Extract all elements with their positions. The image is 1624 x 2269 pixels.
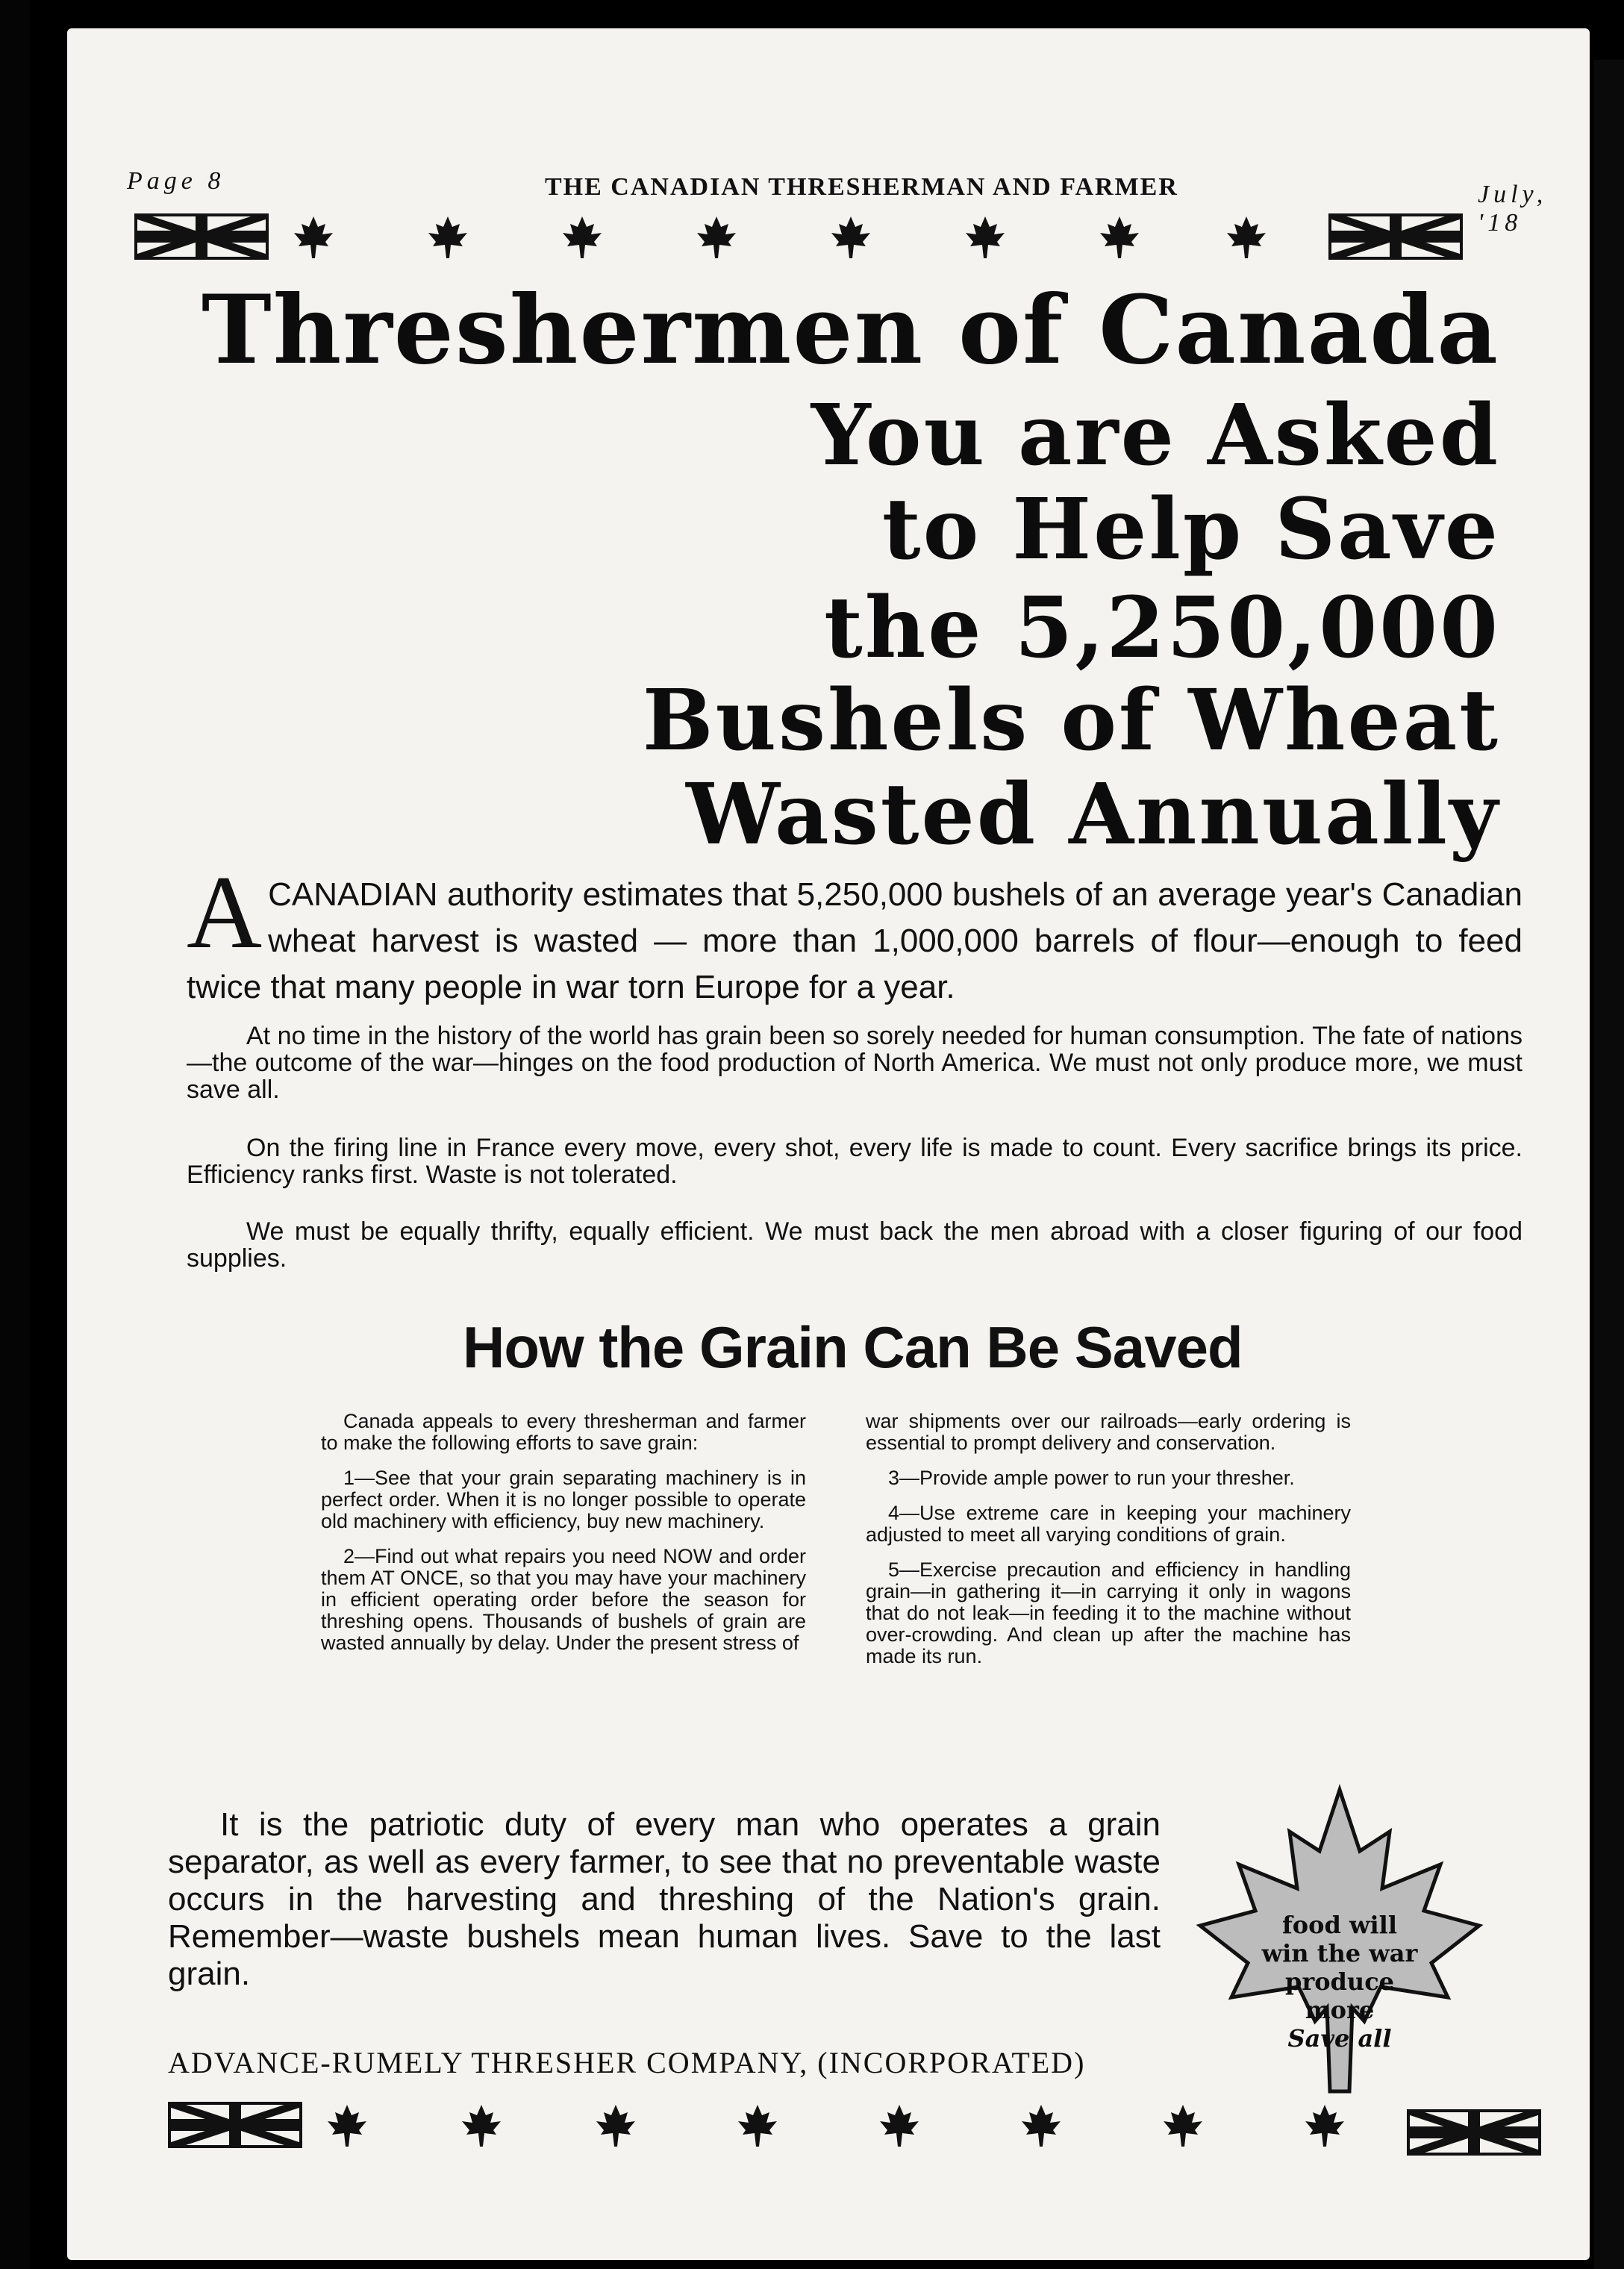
headline-main: Threshermen of Canada bbox=[202, 275, 1500, 385]
page-binding-shadow bbox=[0, 0, 30, 2269]
body-paragraph: On the firing line in France every move, every shot, every life is made to count. Every sacrifice brings its price. Efficiency ranks first. Waste is not tolerated. bbox=[187, 1134, 1522, 1189]
maple-leaf-icon bbox=[425, 215, 470, 260]
lead-text: CANADIAN authority estimates that 5,250,000 bushels of an average year's Canadian wheat harvest is wasted — more than 1,000,000 barrels of flour—enough to feed twice that many people in war torn Europe for a year. bbox=[187, 876, 1522, 1005]
body-paragraph: We must be equally thrifty, equally efficient. We must back the men abroad with a closer figuring of our food supplies. bbox=[187, 1217, 1522, 1273]
maple-leaf-icon bbox=[735, 2103, 780, 2148]
body-paragraph: At no time in the history of the world has grain been so sorely needed for human consumption. The fate of nations —the outcome of the war—hinges on the food production of North America. We must not only produce more, we must save all. bbox=[187, 1022, 1522, 1104]
food-will-win-the-war-badge bbox=[1194, 1784, 1485, 2097]
badge-line: produce more bbox=[1284, 1967, 1395, 2024]
page-number: Page 8 bbox=[127, 167, 225, 195]
headline-line: the 5,250,000 bbox=[824, 579, 1500, 677]
column-paragraph: 5—Exercise precaution and efficiency in handling grain—in gathering it—in carrying it only in wagons that do not leak—in feeding it to the machine without over-crowding. And clean up after the machine has made its run. bbox=[866, 1558, 1351, 1667]
maple-leaf-icon bbox=[560, 215, 605, 260]
column-paragraph: 4—Use extreme care in keeping your machinery adjusted to meet all varying conditions of grain. bbox=[866, 1502, 1351, 1546]
magazine-page bbox=[67, 28, 1590, 2260]
union-jack-flag-icon bbox=[1328, 213, 1463, 260]
adjacent-page-edge bbox=[1594, 60, 1624, 2269]
union-jack-flag-icon bbox=[134, 213, 269, 260]
column-paragraph: 3—Provide ample power to run your thresher. bbox=[888, 1467, 1295, 1489]
column-paragraph: 2—Find out what repairs you need NOW and order them AT ONCE, so that you may have your machinery in efficient operating order before the season for threshing opens. Thousands of bushels of grain are wasted annually by delay. Under the present stress of bbox=[321, 1545, 806, 1654]
company-signature: ADVANCE-RUMELY THRESHER COMPANY, (INCORPORATED) bbox=[168, 2046, 1086, 2079]
closing-paragraph: It is the patriotic duty of every man who operates a grain separator, as well as every farmer, to see that no preventable waste occurs in the harvesting and threshing of the Nation's grain. Remember—waste bushels mean human lives. Save to the last grain. bbox=[168, 1806, 1161, 1992]
maple-leaf-icon bbox=[1224, 215, 1269, 260]
issue-date: July, '18 bbox=[1478, 181, 1548, 237]
badge-line: Save all bbox=[1287, 2024, 1392, 2053]
maple-leaf-icon bbox=[459, 2103, 504, 2148]
maple-leaf-icon bbox=[877, 2103, 922, 2148]
maple-leaf-icon bbox=[291, 215, 336, 260]
column-paragraph: war shipments over our railroads—early ordering is essential to prompt delivery and conservation. bbox=[866, 1410, 1351, 1454]
maple-leaf-icon bbox=[1097, 215, 1142, 260]
drop-cap: A bbox=[187, 855, 263, 970]
headline-line: to Help Save bbox=[881, 481, 1500, 578]
headline-line: You are Asked bbox=[811, 387, 1500, 484]
lead-paragraph bbox=[187, 855, 1522, 1011]
badge-line: win the war bbox=[1261, 1939, 1418, 1967]
journal-title: THE CANADIAN THRESHERMAN AND FARMER bbox=[545, 173, 1178, 201]
maple-leaf-icon bbox=[593, 2103, 638, 2148]
top-ornament-row bbox=[134, 209, 1552, 269]
column-paragraph: 1—See that your grain separating machinery is in perfect order. When it is no longer possible to operate old machinery with efficiency, buy new machinery. bbox=[321, 1467, 806, 1532]
bottom-ornament-row bbox=[168, 2097, 1586, 2157]
maple-leaf-icon bbox=[1019, 2103, 1064, 2148]
badge-line: food will bbox=[1282, 1911, 1397, 1939]
right-column bbox=[866, 1411, 1351, 1681]
maple-leaf-icon bbox=[828, 215, 873, 260]
union-jack-flag-icon bbox=[168, 2102, 302, 2148]
maple-leaf-icon bbox=[963, 215, 1008, 260]
maple-leaf-icon bbox=[1302, 2103, 1347, 2148]
headline-line: Bushels of Wheat bbox=[642, 672, 1500, 770]
badge-text bbox=[1258, 1911, 1422, 2053]
column-paragraph: Canada appeals to every thresherman and farmer to make the following efforts to save grain: bbox=[321, 1410, 806, 1454]
running-header bbox=[127, 140, 1560, 237]
maple-leaf-icon bbox=[1161, 2103, 1205, 2148]
section-title: How the Grain Can Be Saved bbox=[463, 1314, 1243, 1380]
maple-leaf-icon bbox=[325, 2103, 369, 2148]
maple-leaf-icon bbox=[694, 215, 739, 260]
left-column bbox=[321, 1411, 806, 1667]
headline-line: Wasted Annually bbox=[686, 766, 1500, 864]
union-jack-flag-icon bbox=[1407, 2109, 1541, 2156]
